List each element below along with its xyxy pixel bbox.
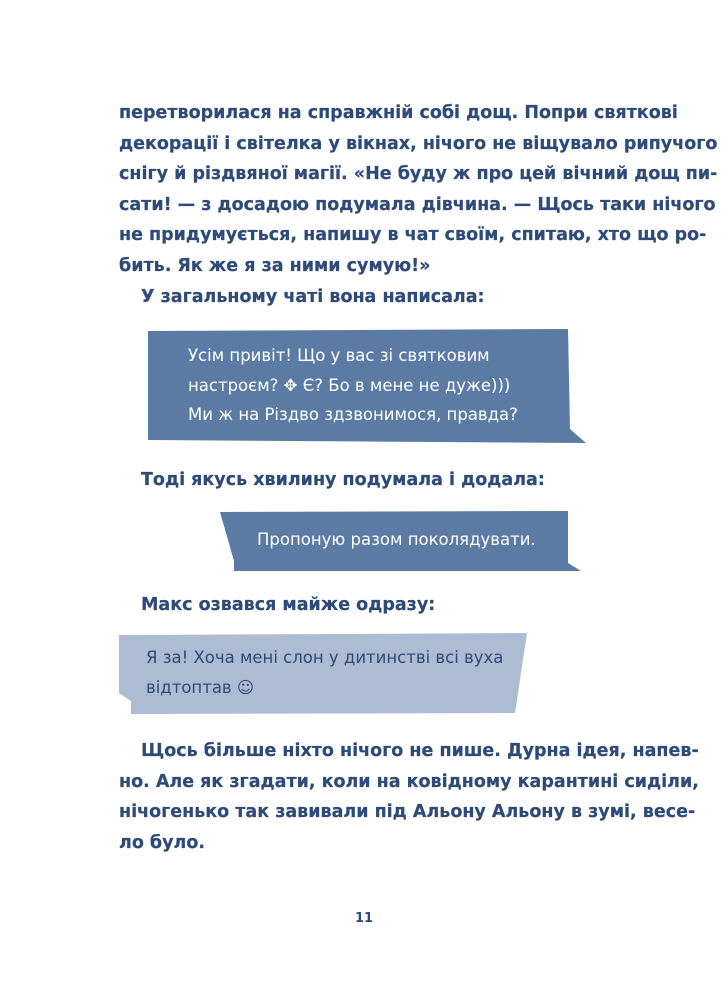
chat-message-2-text: [257, 525, 536, 555]
chat-message-1-text: [188, 341, 518, 430]
chat-message-2-line-1: Пропоную разом поколядувати.: [257, 530, 536, 549]
narration-max: Макс озвався майже одразу:: [141, 595, 436, 615]
chat-message-3-line-1: Я за! Хоча мені слон у дитинстві всі вуха: [146, 648, 504, 667]
paragraph-1: [119, 98, 718, 281]
chat-message-3-text: [146, 643, 503, 702]
paragraph-1-line-4: сати! — з досадою подумала дівчина. — Щось таки нічого: [119, 194, 716, 215]
paragraph-2-line-2: но. Але як згадати, коли на ковідному карантині сиділи,: [119, 771, 699, 792]
chat-message-1-line-1: Усім привіт! Що у вас зі святковим: [188, 346, 490, 365]
narration-added: Тоді якусь хвилину подумала і додала:: [141, 470, 545, 490]
chat-message-2: [220, 511, 581, 573]
paragraph-1-line-1: перетворилася на справжній собі дощ. Попри святкові: [119, 103, 678, 123]
paragraph-1-line-2: декорації і світелка у вікнах, нічого не віщувало рипучого: [119, 133, 718, 154]
paragraph-2-line-3: нічогенько так завивали під Альону Альону в зумі, весе-: [119, 802, 696, 822]
chat-message-1-line-3: Ми ж на Різдво здзвонимося, правда?: [188, 405, 518, 424]
paragraph-2-line-1: Щось більше ніхто нічого не пише. Дурна ідея, напев-: [141, 741, 699, 761]
paragraph-1-line-5: не придумується, напишу в чат своїм, спитаю, хто що ро-: [119, 225, 707, 245]
chat-message-3-line-2: відтоптав ☺: [146, 677, 255, 697]
narration-wrote: У загальному чаті вона написала:: [141, 287, 485, 307]
paragraph-1-line-3: снігу й різдвяної магії. «Не буду ж про цей вічний дощ пи-: [119, 164, 718, 184]
chat-message-1-line-2: настроєм? ✥ Є? Бо в мене не дуже))): [188, 375, 511, 395]
paragraph-2-line-4: ло було.: [119, 832, 206, 853]
page-number: 11: [354, 911, 374, 926]
chat-message-1: [148, 329, 586, 447]
chat-message-3: [119, 633, 530, 715]
paragraph-2: [119, 736, 699, 858]
paragraph-1-line-6: бить. Як же я за ними сумую!»: [119, 255, 431, 276]
